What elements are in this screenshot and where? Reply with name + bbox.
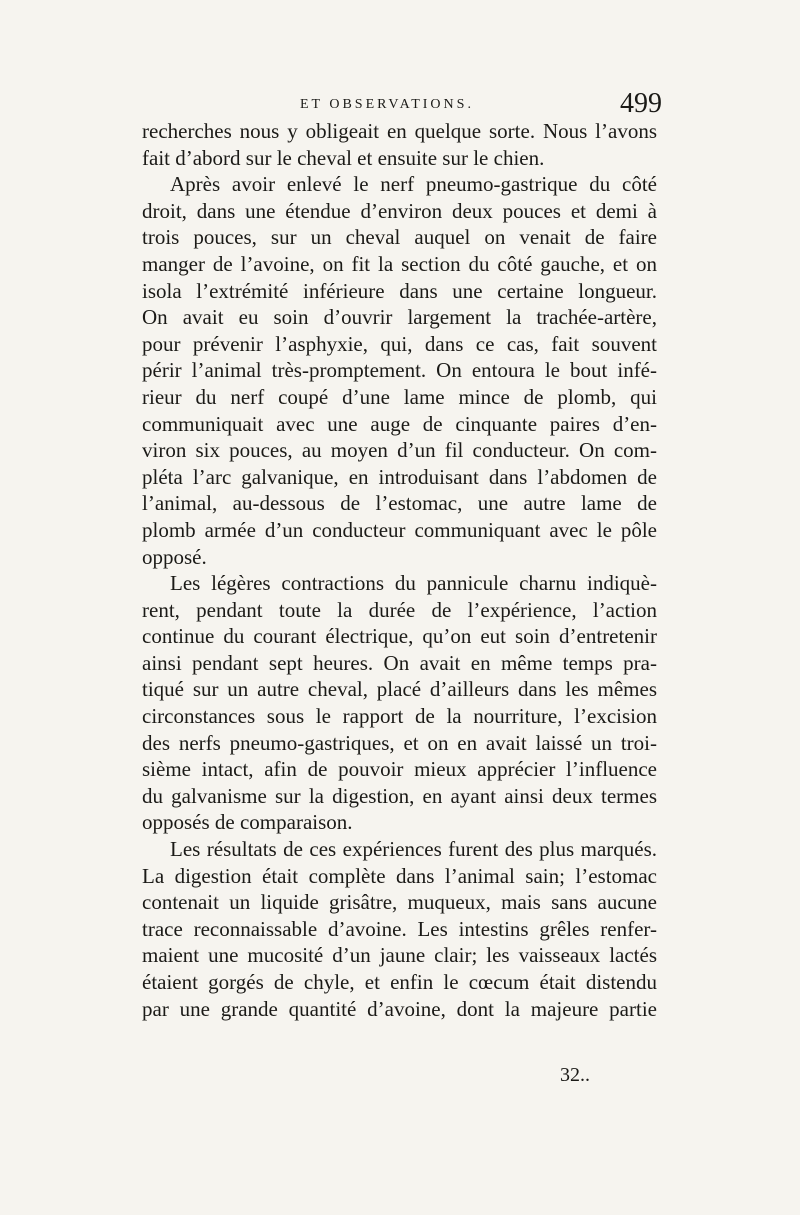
- text-line: manger de l’avoine, on fit la section du côté gauche, et on: [142, 251, 657, 276]
- paragraph-start-line: Les légères contractions du pannicule charnu indiquè-: [170, 571, 657, 596]
- text-line: l’animal, au-dessous de l’estomac, une autre lame de: [142, 491, 657, 516]
- text-line: rieur du nerf coupé d’une lame mince de plomb, qui: [142, 384, 657, 409]
- text-line: pour prévenir l’asphyxie, qui, dans ce cas, fait souvent: [142, 331, 657, 356]
- text-line: périr l’animal très-promptement. On entoura le bout infé-: [142, 358, 657, 383]
- text-line: opposé.: [142, 544, 207, 569]
- text-line: contenait un liquide grisâtre, muqueux, mais sans aucune: [142, 890, 657, 915]
- text-line: continue du courant électrique, qu’on eut soin d’entretenir: [142, 624, 657, 649]
- printer-signature-mark: 32..: [560, 1064, 590, 1086]
- text-line: communiquait avec une auge de cinquante paires d’en-: [142, 411, 657, 436]
- paragraph-start-line: Les résultats de ces expériences furent des plus marqués.: [170, 837, 657, 862]
- body-text: [142, 118, 657, 1022]
- text-line: On avait eu soin d’ouvrir largement la trachée-artère,: [142, 305, 657, 330]
- text-line: étaient gorgés de chyle, et enfin le cœcum était distendu: [142, 970, 657, 994]
- text-line: opposés de comparaison.: [142, 810, 353, 835]
- text-line: droit, dans une étendue d’environ deux pouces et demi à: [142, 198, 657, 223]
- text-line: du galvanisme sur la digestion, en ayant ainsi deux termes: [142, 783, 657, 808]
- text-line: des nerfs pneumo-gastriques, et on en avait laissé un troi-: [142, 730, 657, 755]
- text-line: plomb armée d’un conducteur communiquant avec le pôle: [142, 517, 657, 542]
- text-line: rent, pendant toute la durée de l’expérience, l’action: [142, 597, 657, 622]
- text-line: fait d’abord sur le cheval et ensuite sur le chien.: [142, 145, 545, 170]
- text-line: trois pouces, sur un cheval auquel on venait de faire: [142, 225, 657, 250]
- text-line: La digestion était complète dans l’animal sain; l’estomac: [142, 863, 657, 888]
- text-line: pléta l’arc galvanique, en introduisant dans l’abdomen de: [142, 464, 657, 489]
- text-line: sième intact, afin de pouvoir mieux apprécier l’influence: [142, 757, 657, 782]
- text-line: maient une mucosité d’un jaune clair; les vaisseaux lactés: [142, 943, 657, 968]
- text-line: recherches nous y obligeait en quelque sorte. Nous l’avons: [142, 119, 657, 143]
- text-line: trace reconnaissable d’avoine. Les intestins grêles renfer-: [142, 916, 657, 941]
- text-line: viron six pouces, au moyen d’un fil conducteur. On com-: [142, 438, 657, 463]
- text-line: par une grande quantité d’avoine, dont la majeure partie: [142, 996, 657, 1021]
- text-line: isola l’extrémité inférieure dans une certaine longueur.: [142, 278, 657, 303]
- page-number: 499: [620, 88, 662, 119]
- text-line: ainsi pendant sept heures. On avait en même temps pra-: [142, 650, 657, 675]
- paragraph-start-line: Après avoir enlevé le nerf pneumo-gastrique du côté: [170, 172, 657, 197]
- text-line: tiqué sur un autre cheval, placé d’ailleurs dans les mêmes: [142, 677, 657, 702]
- running-head: ET OBSERVATIONS.: [300, 97, 474, 112]
- text-line: circonstances sous le rapport de la nourriture, l’excision: [142, 704, 657, 729]
